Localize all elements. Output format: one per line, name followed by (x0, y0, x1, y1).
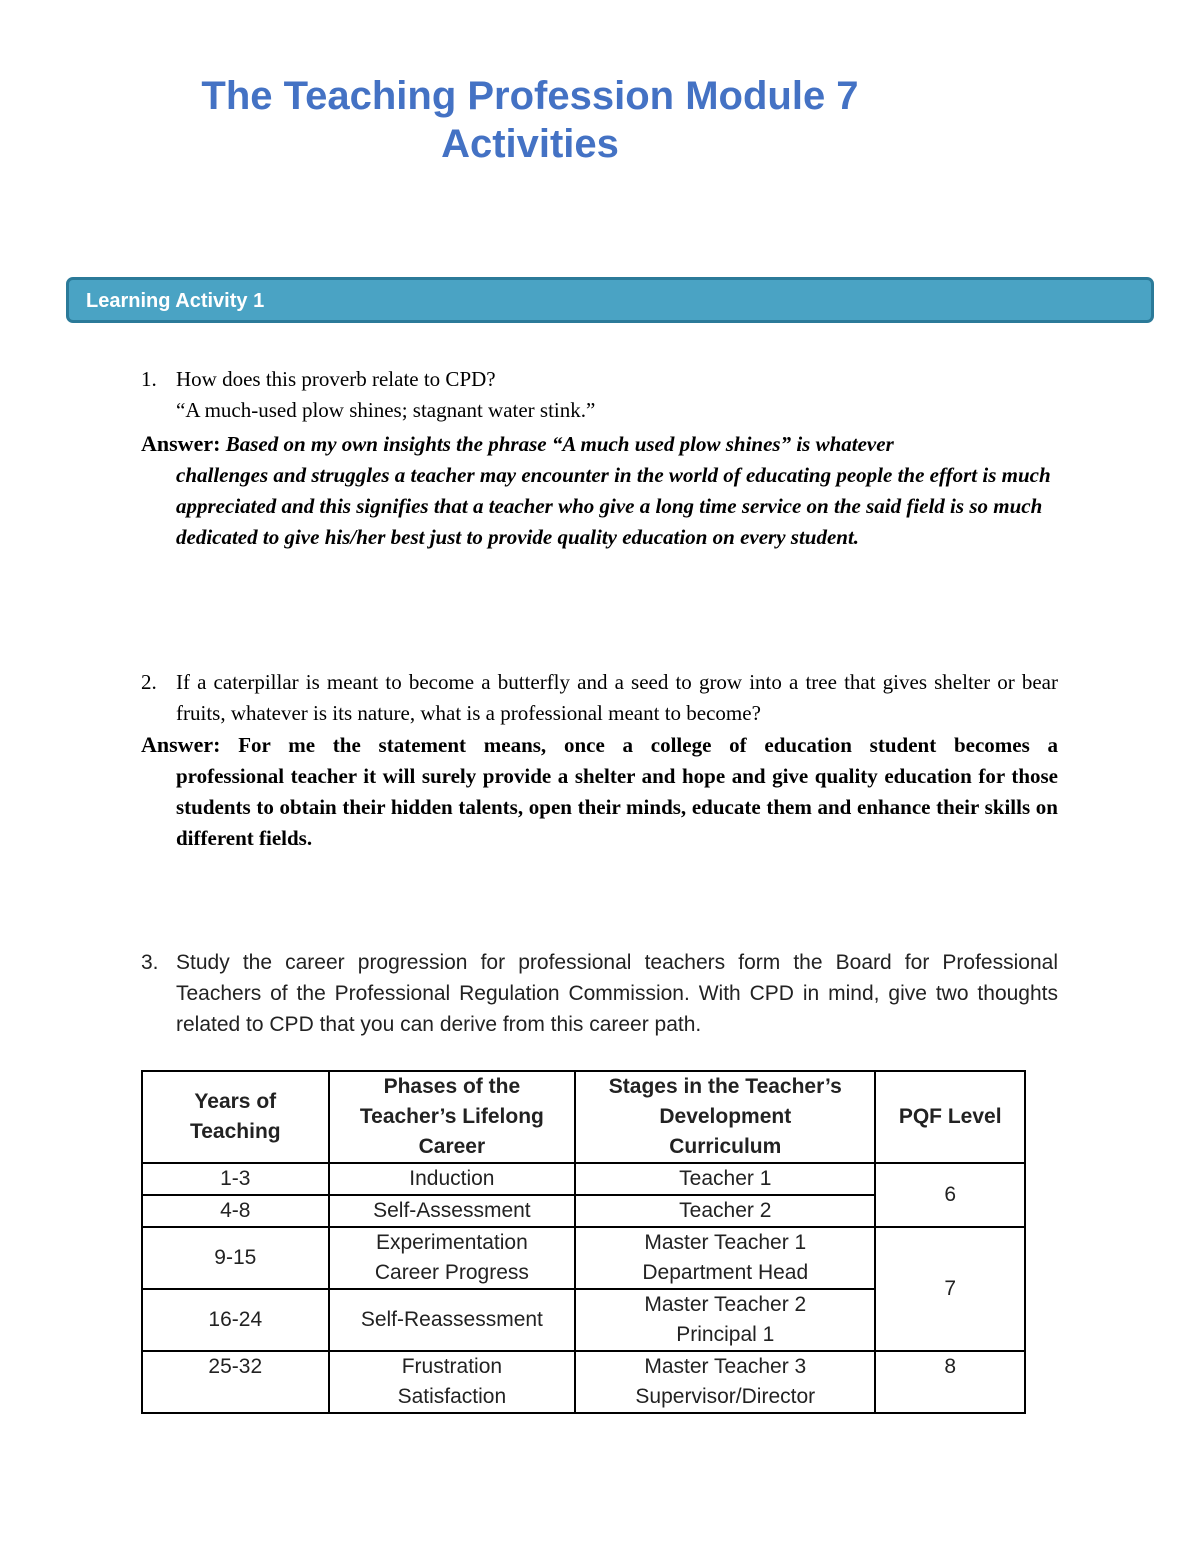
question-2-text: If a caterpillar is meant to become a butterfly and a seed to grow into a tree that gives shelter or bear fruits, whatever is its nature, what is a professional meant to become? (176, 670, 1058, 725)
table-row (142, 1351, 1025, 1413)
cell-phase: Induction (329, 1163, 576, 1195)
cell-stage: Master Teacher 1 Department Head (575, 1227, 875, 1289)
question-1-proverb: “A much-used plow shines; stagnant water stink.” (176, 398, 596, 422)
title-line-1: The Teaching Profession Module 7 (201, 74, 859, 118)
cell-years: 9-15 (142, 1227, 329, 1289)
cell-years: 25-32 (142, 1351, 329, 1413)
header-pqf: PQF Level (875, 1071, 1025, 1163)
answer-1 (141, 428, 1058, 553)
document-title (0, 72, 1060, 168)
banner-label: Learning Activity 1 (86, 290, 265, 312)
header-stages: Stages in the Teacher’s Development Curriculum (575, 1071, 875, 1163)
question-1-text: How does this proverb relate to CPD? (176, 367, 496, 391)
cell-pqf: 7 (875, 1227, 1025, 1351)
question-3-text: Study the career progression for professional teachers form the Board for Professional Teachers of the Professional Regulation Commission. With CPD in mind, give two thoughts related to CPD that you can derive from this career path. (176, 951, 1058, 1036)
cell-phase: Self-Assessment (329, 1195, 576, 1227)
cell-stage: Teacher 1 (575, 1163, 875, 1195)
cell-stage: Teacher 2 (575, 1195, 875, 1227)
answer-1-first-line: Based on my own insights the phrase “A much used plow shines” is whatever (225, 432, 894, 456)
answer-1-body: challenges and struggles a teacher may encounter in the world of educating people the effort is much appreciated and this signifies that a teacher who give a long time service on the said field is so much dedicated to give his/her best just to provide quality education on every student. (176, 463, 1051, 549)
cell-phase: Self-Reassessment (329, 1289, 576, 1351)
answer-2 (141, 729, 1058, 854)
cell-stage: Master Teacher 3 Supervisor/Director (575, 1351, 875, 1413)
question-2-number: 2. (141, 670, 157, 694)
answer-2-first-line: For me the statement means, once a college of education student becomes a (238, 733, 1059, 757)
learning-activity-banner (66, 277, 1154, 323)
question-1-number: 1. (141, 367, 157, 391)
table-row (142, 1227, 1025, 1289)
header-phases: Phases of the Teacher’s Lifelong Career (329, 1071, 576, 1163)
cell-phase: Experimentation Career Progress (329, 1227, 576, 1289)
table-row (142, 1163, 1025, 1195)
answer-1-label: Answer: (141, 431, 221, 456)
cell-phase: Frustration Satisfaction (329, 1351, 576, 1413)
title-line-2: Activities (441, 122, 619, 166)
cell-years: 1-3 (142, 1163, 329, 1195)
career-progression-table (141, 1070, 1026, 1414)
question-1 (176, 364, 1058, 426)
cell-years: 16-24 (142, 1289, 329, 1351)
table-header-row (142, 1071, 1025, 1163)
cell-pqf: 8 (875, 1351, 1025, 1413)
header-years: Years of Teaching (142, 1071, 329, 1163)
answer-2-body: professional teacher it will surely provide a shelter and hope and give quality education for those students to obtain their hidden talents, open their minds, educate them and enhance their skills on different fields. (176, 764, 1058, 850)
cell-stage: Master Teacher 2 Principal 1 (575, 1289, 875, 1351)
cell-pqf: 6 (875, 1163, 1025, 1227)
answer-2-label: Answer: (141, 732, 221, 757)
question-3-number: 3. (141, 951, 159, 974)
cell-years: 4-8 (142, 1195, 329, 1227)
